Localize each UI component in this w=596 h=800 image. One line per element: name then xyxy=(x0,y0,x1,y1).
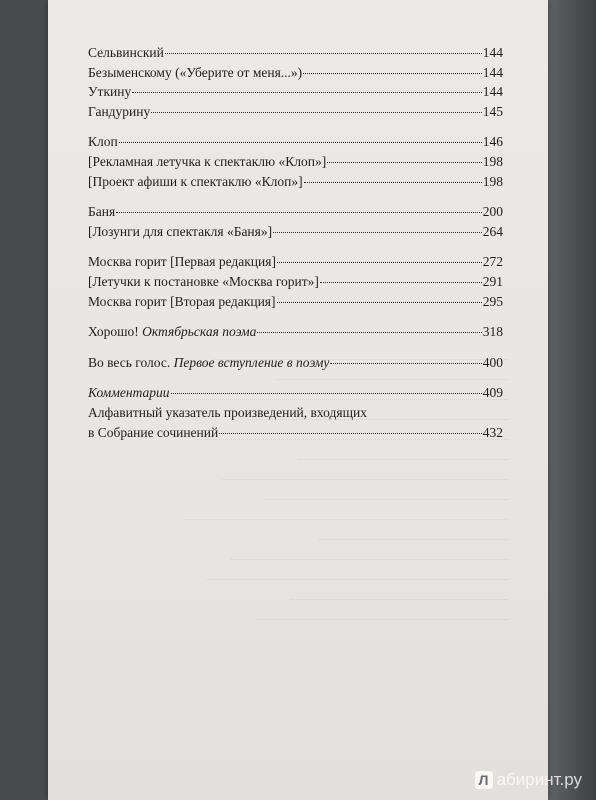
book-page xyxy=(48,0,548,800)
toc-entry-title: [Летучки к постановке «Москва горит»] xyxy=(88,273,319,289)
toc-entry xyxy=(88,322,503,342)
toc-entry-title: Комментарии xyxy=(88,385,170,401)
toc-entry-page: 409 xyxy=(482,385,503,401)
toc-entry-title: Безыменскому («Уберите от меня...») xyxy=(88,64,303,80)
toc-entry xyxy=(88,423,503,443)
toc-entry-page: 295 xyxy=(482,293,503,309)
toc-entry-page: 198 xyxy=(482,153,503,169)
toc-entry-page: 144 xyxy=(482,45,503,60)
toc-entry-page: 144 xyxy=(482,64,503,80)
dot-leader xyxy=(171,392,482,394)
toc-entry-page: 432 xyxy=(482,424,503,440)
toc-entry xyxy=(88,353,503,373)
dot-leader xyxy=(257,331,481,333)
toc-group xyxy=(88,383,503,442)
toc-entry-page: 145 xyxy=(482,103,503,119)
toc-entry-page: 198 xyxy=(482,173,503,189)
toc-entry-title: Баня xyxy=(88,204,116,220)
dot-leader xyxy=(320,281,482,283)
toc-entry-page: 144 xyxy=(482,84,503,100)
toc-entry-title: [Рекламная летучка к спектаклю «Клоп»] xyxy=(88,153,327,169)
toc-entry-title xyxy=(88,353,329,373)
toc-entry xyxy=(88,82,503,102)
dot-leader xyxy=(273,231,482,233)
toc-entry-page: 272 xyxy=(482,254,503,270)
toc-entry xyxy=(88,102,503,122)
toc-entry-title: Сельвинский xyxy=(88,45,164,60)
toc-entry xyxy=(88,172,503,192)
toc-entry xyxy=(88,202,503,222)
toc-entry-page: 400 xyxy=(482,354,503,370)
toc-entry xyxy=(88,222,503,242)
toc-group xyxy=(88,132,503,191)
toc-entry-title: Москва горит [Первая редакция] xyxy=(88,254,276,270)
watermark-text: абиринт.ру xyxy=(496,770,582,789)
toc-entry xyxy=(88,43,503,63)
toc-entry-title-italic: Первое вступление в поэму xyxy=(173,354,330,370)
toc-entry-page: 200 xyxy=(482,204,503,220)
toc-entry-title: Клоп xyxy=(88,134,118,150)
dot-leader xyxy=(277,261,482,263)
toc-group xyxy=(88,43,503,121)
toc-entry-title: [Лозунги для спектакля «Баня»] xyxy=(88,223,273,239)
toc-entry-title-regular: Во весь голос. xyxy=(88,354,174,370)
toc-entry-page: 318 xyxy=(482,324,503,340)
toc-entry-title: Уткину xyxy=(88,84,132,100)
toc-entry-title: в Собрание сочинений xyxy=(88,424,219,440)
dot-leader xyxy=(119,141,482,143)
toc-entry-title-regular: Хорошо! xyxy=(88,324,143,340)
toc-group xyxy=(88,252,503,311)
toc-entry xyxy=(88,383,503,403)
dot-leader xyxy=(277,301,482,303)
toc-entry-title xyxy=(88,322,256,342)
dot-leader xyxy=(116,211,482,213)
toc-entry-title-italic: Октябрьская поэма xyxy=(142,324,257,340)
toc-entry xyxy=(88,132,503,152)
toc-entry-page: 264 xyxy=(482,223,503,239)
toc-entry xyxy=(88,152,503,172)
toc-group xyxy=(88,353,503,373)
toc-entry xyxy=(88,272,503,292)
labirint-logo-icon: Л xyxy=(475,771,493,789)
dot-leader xyxy=(151,111,481,113)
toc-entry-title: Гандурину xyxy=(88,103,151,119)
toc-entry-page: 291 xyxy=(482,273,503,289)
toc-entry xyxy=(88,252,503,272)
toc-entry xyxy=(88,63,503,83)
dot-leader xyxy=(219,432,482,434)
labirint-watermark xyxy=(475,770,582,790)
toc-group xyxy=(88,322,503,342)
dot-leader xyxy=(165,52,482,54)
dot-leader xyxy=(303,72,482,74)
dot-leader xyxy=(327,161,482,163)
dot-leader xyxy=(132,91,482,93)
toc-group xyxy=(88,202,503,241)
table-of-contents xyxy=(88,43,503,453)
toc-entry-title: [Проект афиши к спектаклю «Клоп»] xyxy=(88,173,303,189)
toc-entry-title: Москва горит [Вторая редакция] xyxy=(88,293,276,309)
toc-entry-title-line1: Алфавитный указатель произведений, входящих xyxy=(88,404,367,420)
dot-leader xyxy=(304,181,482,183)
dot-leader xyxy=(330,362,481,364)
toc-entry xyxy=(88,292,503,312)
toc-entry-page: 146 xyxy=(482,134,503,150)
